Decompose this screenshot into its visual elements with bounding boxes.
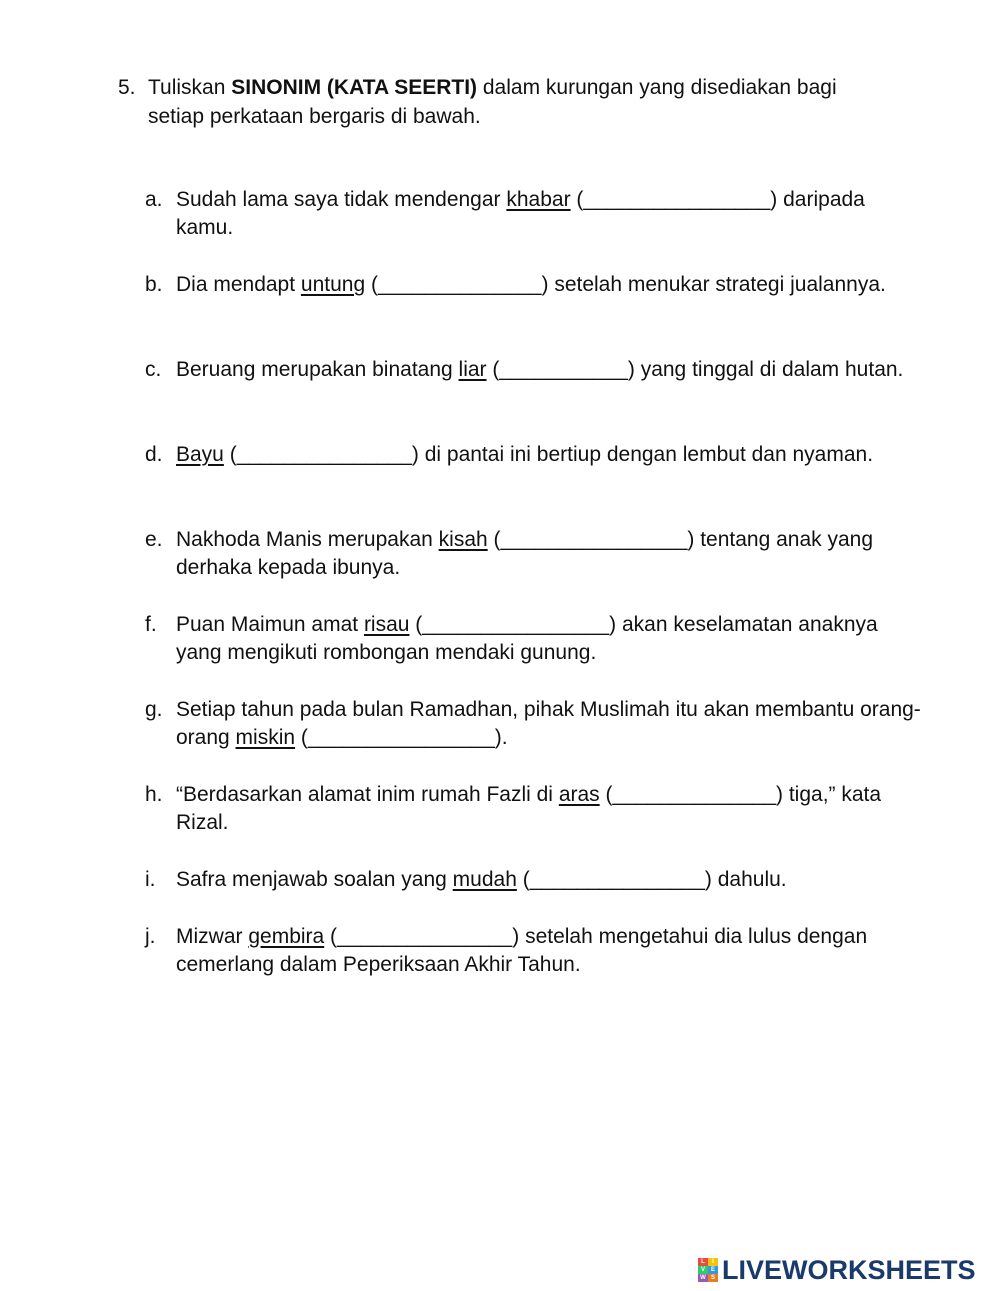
exercise-item bbox=[145, 866, 921, 894]
item-letter: c. bbox=[145, 358, 162, 381]
exercise-item bbox=[145, 356, 921, 384]
underlined-word: Bayu bbox=[176, 443, 224, 466]
answer-blank[interactable]: (________________) bbox=[570, 188, 784, 211]
question-text-before: Tuliskan bbox=[148, 76, 232, 99]
item-sentence bbox=[176, 528, 873, 579]
logo-mark-cell: I bbox=[708, 1258, 718, 1266]
exercise-item bbox=[145, 696, 921, 752]
item-sentence bbox=[176, 188, 865, 239]
answer-blank[interactable]: (______________) bbox=[599, 783, 789, 806]
answer-blank[interactable]: (________________). bbox=[295, 726, 508, 749]
sentence-after: daripada kamu. bbox=[176, 188, 865, 239]
sentence-before: Puan Maimun amat bbox=[176, 613, 364, 636]
item-sentence bbox=[176, 783, 881, 834]
sentence-after: setelah mengetahui dia lulus dengan cemerlang dalam Peperiksaan Akhir Tahun. bbox=[176, 925, 868, 976]
underlined-word: miskin bbox=[235, 726, 296, 749]
item-sentence bbox=[176, 925, 867, 976]
exercise-item bbox=[145, 781, 921, 837]
sentence-before: Nakhoda Manis merupakan bbox=[176, 528, 439, 551]
logo-mark-cell: S bbox=[708, 1274, 718, 1282]
logo-mark-cell: E bbox=[708, 1266, 718, 1274]
underlined-word: gembira bbox=[248, 925, 325, 948]
sentence-before: Setiap tahun pada bulan Ramadhan, pihak Muslimah itu akan membantu orang-orang bbox=[176, 698, 921, 749]
underlined-word: kisah bbox=[438, 528, 488, 551]
answer-blank[interactable]: (_______________) bbox=[223, 443, 425, 466]
item-letter: j. bbox=[145, 925, 156, 948]
logo-mark-cell: V bbox=[698, 1266, 708, 1274]
item-letter: g. bbox=[145, 698, 163, 721]
item-letter: d. bbox=[145, 443, 163, 466]
underlined-word: liar bbox=[458, 358, 487, 381]
item-sentence bbox=[176, 698, 921, 749]
question-instruction bbox=[118, 73, 898, 131]
answer-blank[interactable]: (___________) bbox=[486, 358, 641, 381]
item-letter: b. bbox=[145, 273, 163, 296]
sentence-before: Safra menjawab soalan yang bbox=[176, 868, 453, 891]
item-letter: h. bbox=[145, 783, 163, 806]
item-letter: f. bbox=[145, 613, 157, 636]
sentence-before: Mizwar bbox=[176, 925, 249, 948]
question-number: 5. bbox=[118, 76, 136, 99]
sentence-after: akan keselamatan anaknya yang mengikuti rombongan mendaki gunung. bbox=[176, 613, 878, 664]
logo-text: LIVEWORKSHEETS bbox=[722, 1254, 976, 1285]
underlined-word: khabar bbox=[506, 188, 571, 211]
answer-blank[interactable]: (______________) bbox=[365, 273, 555, 296]
answer-blank[interactable]: (________________) bbox=[409, 613, 622, 636]
item-sentence bbox=[176, 358, 903, 381]
exercise-item bbox=[145, 271, 921, 299]
sentence-before: Dia mendapt bbox=[176, 273, 301, 296]
item-sentence bbox=[176, 868, 787, 891]
question-bold-term: SINONIM (KATA SEERTI) bbox=[231, 76, 478, 99]
logo-mark-cell: W bbox=[698, 1274, 708, 1282]
item-letter: a. bbox=[145, 188, 163, 211]
answer-blank[interactable]: (_______________) bbox=[516, 868, 718, 891]
sentence-after: yang tinggal di dalam hutan. bbox=[640, 358, 904, 381]
logo-mark-icon bbox=[698, 1258, 718, 1282]
underlined-word: aras bbox=[558, 783, 600, 806]
answer-blank[interactable]: (_______________) bbox=[324, 925, 526, 948]
exercise-item bbox=[145, 526, 921, 582]
exercise-item bbox=[145, 923, 921, 979]
exercise-item bbox=[145, 186, 921, 242]
sentence-before: Beruang merupakan binatang bbox=[176, 358, 459, 381]
sentence-after: tiga,” kata Rizal. bbox=[176, 783, 882, 834]
item-sentence bbox=[176, 443, 873, 466]
item-sentence bbox=[176, 273, 886, 296]
item-letter: i. bbox=[145, 868, 156, 891]
sentence-after: dahulu. bbox=[717, 868, 787, 891]
exercise-item bbox=[145, 611, 921, 667]
item-sentence bbox=[176, 613, 878, 664]
question-text bbox=[148, 73, 898, 131]
sentence-after: setelah menukar strategi jualannya. bbox=[554, 273, 886, 296]
question-text-after: dalam kurungan yang disediakan bagi setiap perkataan bergaris di bawah. bbox=[148, 76, 837, 128]
liveworksheets-logo bbox=[698, 1256, 976, 1284]
sentence-after: di pantai ini bertiup dengan lembut dan nyaman. bbox=[424, 443, 874, 466]
sentence-before: Sudah lama saya tidak mendengar bbox=[176, 188, 507, 211]
item-letter: e. bbox=[145, 528, 163, 551]
logo-mark-cell: L bbox=[698, 1258, 708, 1266]
sentence-before: “Berdasarkan alamat inim rumah Fazli di bbox=[176, 783, 559, 806]
answer-blank[interactable]: (________________) bbox=[487, 528, 701, 551]
underlined-word: mudah bbox=[452, 868, 517, 891]
underlined-word: untung bbox=[300, 273, 366, 296]
underlined-word: risau bbox=[363, 613, 410, 636]
sentence-after: tentang anak yang derhaka kepada ibunya. bbox=[176, 528, 874, 579]
exercise-item bbox=[145, 441, 921, 469]
